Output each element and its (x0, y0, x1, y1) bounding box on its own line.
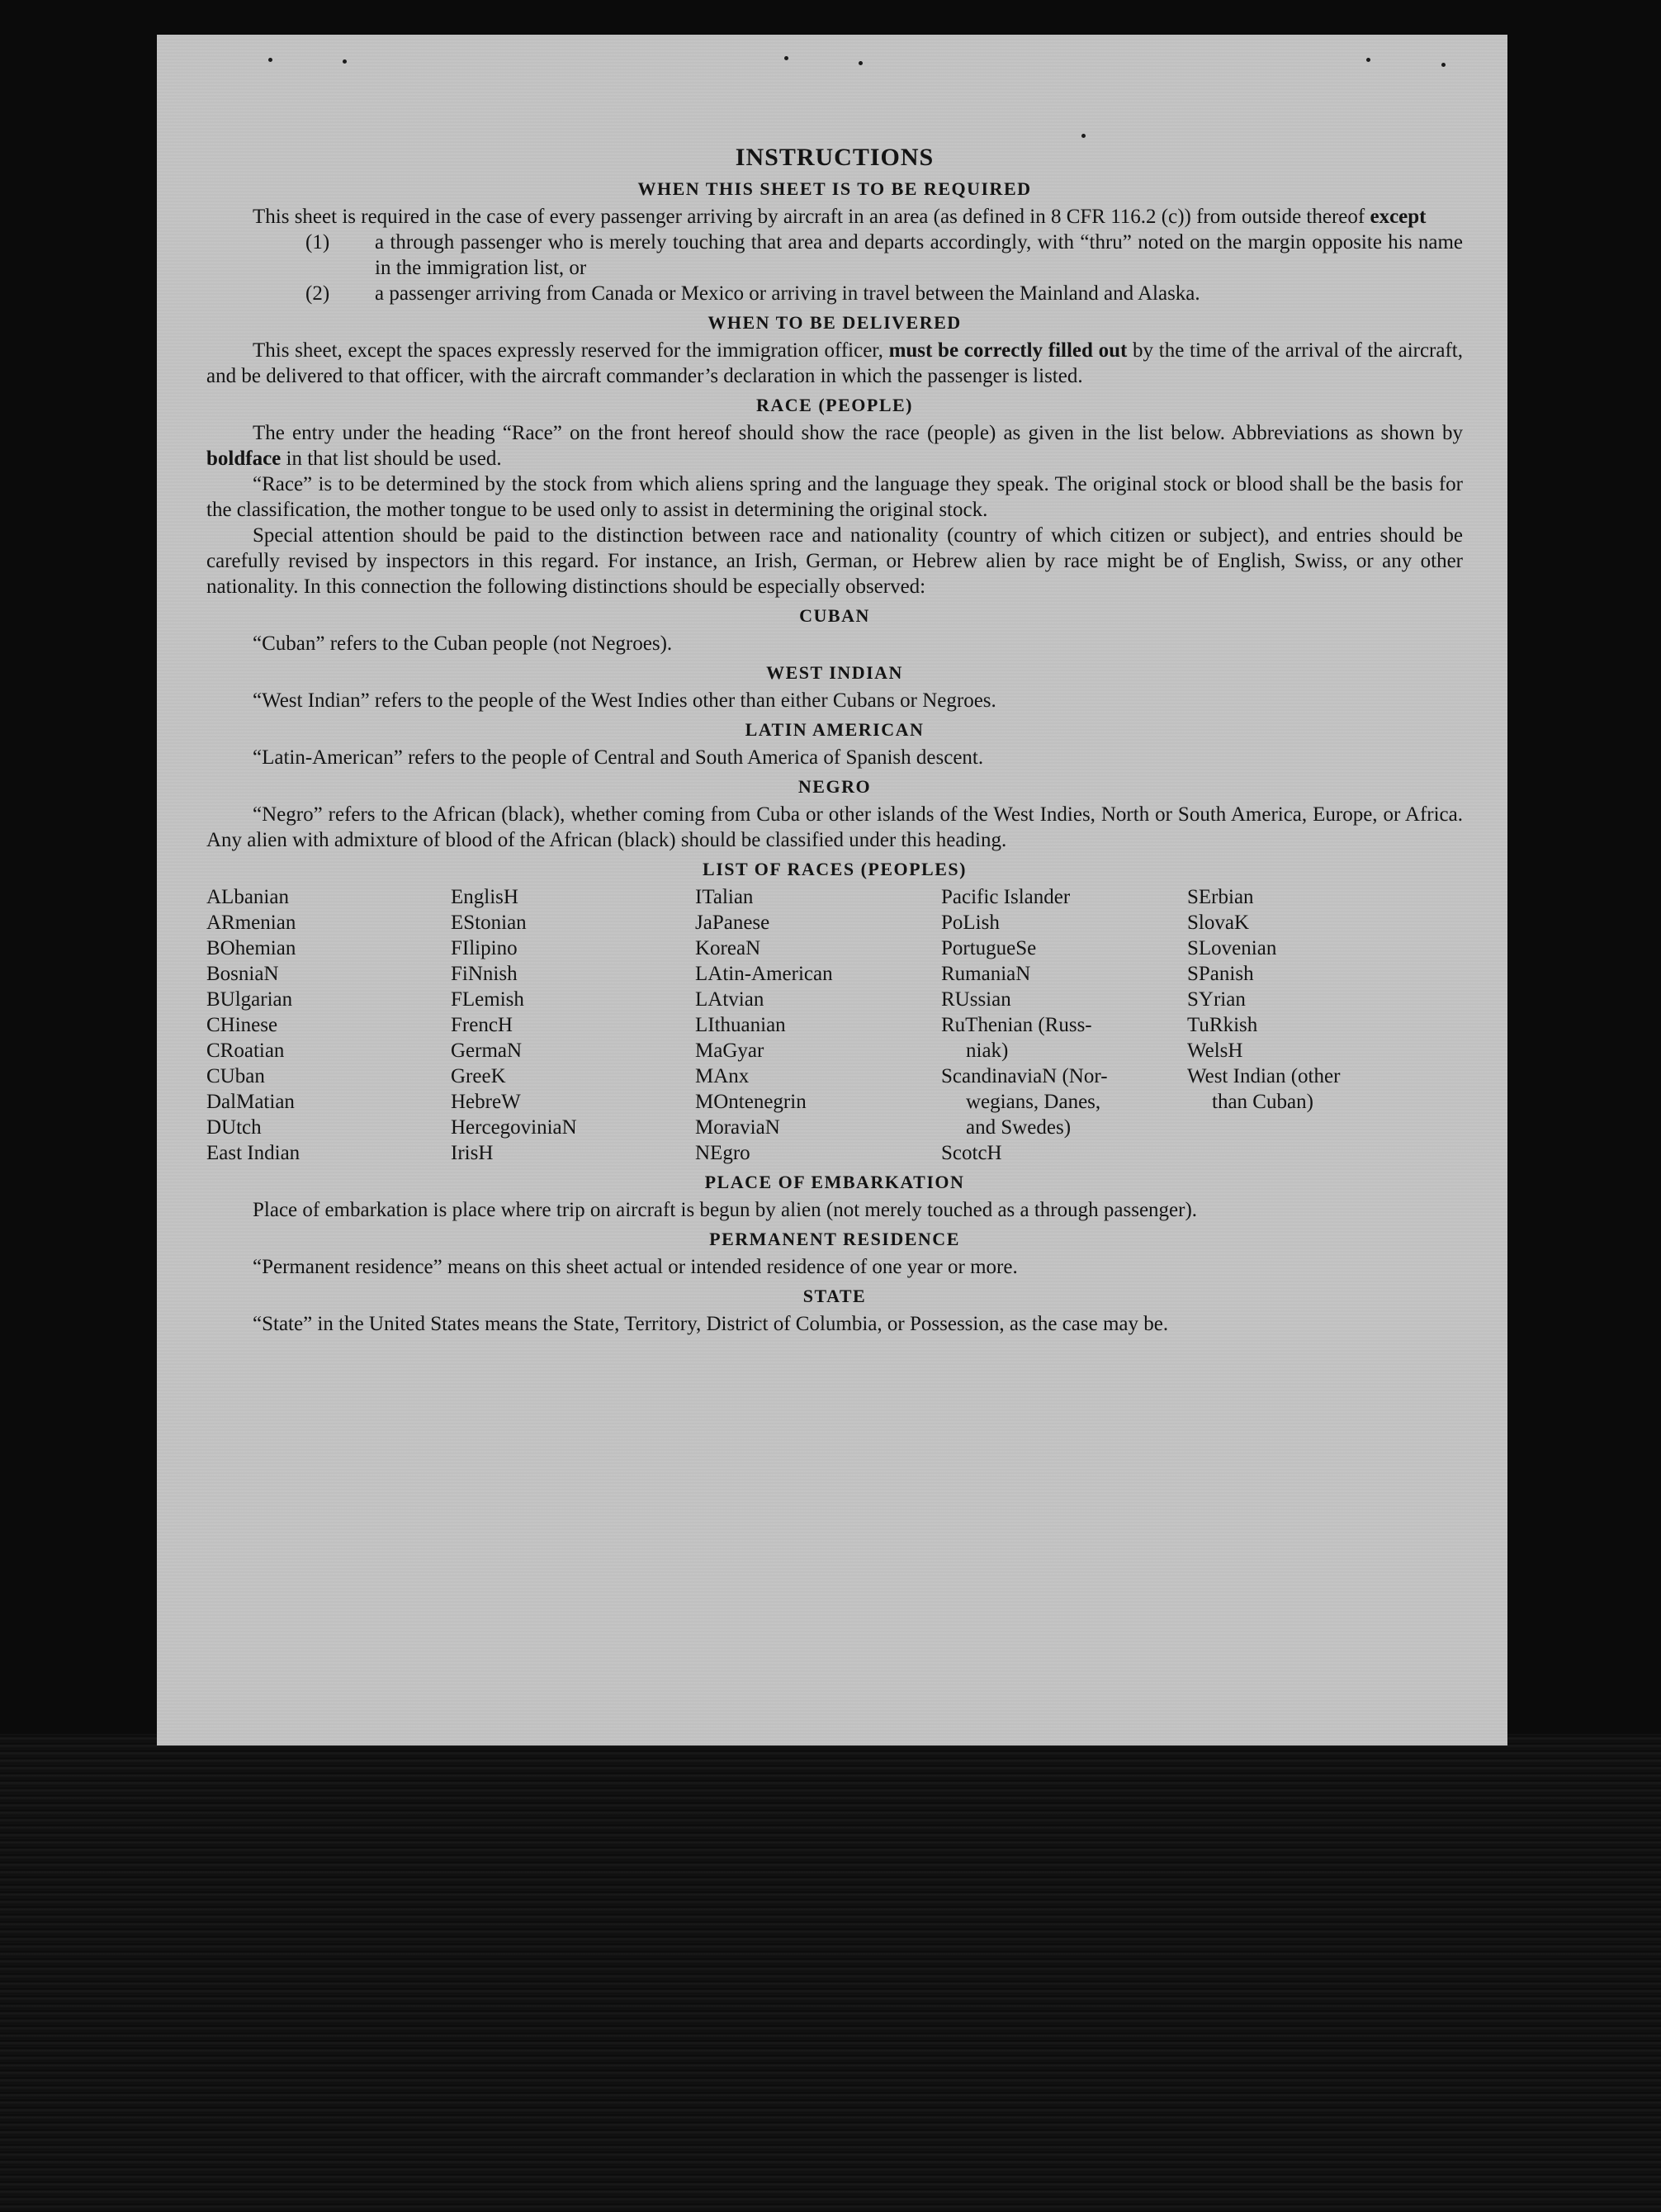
race-entry: JaPanese (695, 912, 770, 934)
races-column-3 (695, 884, 941, 1166)
race-entry: FiNnish (451, 963, 518, 985)
document-page (157, 35, 1507, 1745)
race-entry: ARmenian (206, 912, 296, 934)
paragraph-negro: “Negro” refers to the African (black), whether coming from Cuba or other islands of the West Indies, North or South America, Europe, or Africa. Any alien with admixture of blood of the African (black) should be classified under this heading. (206, 803, 1463, 851)
race-entry: FrencH (451, 1014, 513, 1036)
race-entry: KoreaN (695, 937, 761, 959)
page-title: INSTRUCTIONS (735, 144, 935, 171)
race-entry: FIlipino (451, 937, 518, 959)
race-entry: GreeK (451, 1065, 506, 1087)
race-entry: SlovaK (1187, 912, 1249, 934)
paragraph-text: This sheet is required in the case of every passenger arriving by aircraft in an area (as defined in 8 CFR 116.2 (c)) from outside thereof (253, 206, 1370, 228)
race-entry: FLemish (451, 988, 524, 1011)
paragraph-latin-american: “Latin-American” refers to the people of Central and South America of Spanish descent. (253, 746, 984, 769)
race-entry: EnglisH (451, 886, 518, 908)
speck (1366, 58, 1370, 62)
race-entry: ALbanian (206, 886, 289, 908)
race-entry: HercegoviniaN (451, 1116, 577, 1139)
race-entry: and Swedes) (966, 1116, 1072, 1139)
race-entry: ScandinaviaN (Nor- (941, 1065, 1108, 1087)
races-column-1 (206, 884, 451, 1166)
list-item (206, 281, 1463, 306)
section-heading-embarkation: PLACE OF EMBARKATION (704, 1172, 965, 1192)
paragraph-embarkation: Place of embarkation is place where trip on aircraft is begun by alien (not merely touched as a through passenger). (253, 1199, 1198, 1221)
race-entry: MoraviaN (695, 1116, 780, 1139)
item-number: (2) (305, 282, 330, 305)
paragraph-residence: “Permanent residence” means on this sheet actual or intended residence of one year or more. (253, 1256, 1018, 1278)
race-entry: WelsH (1187, 1040, 1243, 1062)
race-entry: TuRkish (1187, 1014, 1258, 1036)
race-entry: BUlgarian (206, 988, 293, 1011)
race-entry: RuThenian (Russ- (941, 1014, 1092, 1036)
race-entry: BOhemian (206, 937, 296, 959)
race-entry: BosniaN (206, 963, 279, 985)
race-entry: East Indian (206, 1142, 300, 1164)
speck (1081, 134, 1086, 138)
race-entry: wegians, Danes, (966, 1091, 1101, 1113)
section-heading-delivered: WHEN TO BE DELIVERED (707, 312, 962, 333)
race-entry: LAtvian (695, 988, 764, 1011)
race-entry: MAnx (695, 1065, 750, 1087)
paragraph-cuban: “Cuban” refers to the Cuban people (not Negroes). (253, 632, 673, 655)
race-entry: West Indian (other (1187, 1065, 1341, 1087)
paragraph-delivered (206, 338, 1463, 389)
race-entry: SLovenian (1187, 937, 1277, 959)
speck (343, 59, 347, 64)
bold-except: except (1370, 206, 1427, 228)
race-entry: HebreW (451, 1091, 521, 1113)
section-heading-residence: PERMANENT RESIDENCE (709, 1229, 960, 1249)
paragraph-text: The entry under the heading “Race” on the front hereof should show the race (people) as given in the list below. Abbreviations as shown by (253, 422, 1463, 444)
race-entry: MOntenegrin (695, 1091, 807, 1113)
race-entry: RUssian (941, 988, 1011, 1011)
race-entry: CUban (206, 1065, 265, 1087)
race-entry: CRoatian (206, 1040, 285, 1062)
race-entry: LAtin-American (695, 963, 833, 985)
race-entry: RumaniaN (941, 963, 1031, 985)
races-column-4 (941, 884, 1187, 1166)
section-heading-required: WHEN THIS SHEET IS TO BE REQUIRED (637, 178, 1032, 199)
paragraph-race-1 (206, 420, 1463, 471)
section-heading-negro: NEGRO (797, 776, 872, 797)
race-entry: SErbian (1187, 886, 1254, 908)
races-list (206, 884, 1463, 1166)
film-background (0, 1734, 1661, 2212)
bold-phrase: must be correctly filled out (888, 339, 1128, 362)
race-entry: DUtch (206, 1116, 262, 1139)
race-entry: PoLish (941, 912, 1000, 934)
race-entry: GermaN (451, 1040, 523, 1062)
race-entry: SPanish (1187, 963, 1254, 985)
paragraph-west-indian: “West Indian” refers to the people of the West Indies other than either Cubans or Negroes. (253, 689, 996, 712)
speck (859, 61, 863, 65)
item-text: a through passenger who is merely touching that area and departs accordingly, with “thru” noted on the margin opposite his name in the immigration list, or (375, 231, 1463, 279)
race-entry: NEgro (695, 1142, 750, 1164)
speck (1441, 63, 1446, 67)
paragraph-required (206, 204, 1463, 230)
race-entry: DalMatian (206, 1091, 295, 1113)
bold-boldface: boldface (206, 448, 282, 470)
race-entry: than Cuban) (1212, 1091, 1313, 1113)
race-entry: PortugueSe (941, 937, 1037, 959)
paragraph-race-2: “Race” is to be determined by the stock from which aliens spring and the language they speak. The original stock or blood shall be the basis for the classification, the mother tongue to be used only to assist in determining the original stock. (206, 473, 1463, 521)
race-entry: MaGyar (695, 1040, 764, 1062)
paragraph-text: This sheet, except the spaces expressly reserved for the immigration officer, (253, 339, 889, 362)
race-entry: IrisH (451, 1142, 494, 1164)
race-entry: Pacific Islander (941, 886, 1071, 908)
paragraph-race-3: Special attention should be paid to the distinction between race and nationality (country of which citizen or subject), and entries should be carefully revised by inspectors in this regard. For instance, an Irish, German, or Hebrew alien by race might be of English, Swiss, or any other nationality. In this connection the following distinctions should be especially observed: (206, 524, 1463, 598)
speck (268, 58, 272, 62)
race-entry: CHinese (206, 1014, 278, 1036)
race-entry: ScotcH (941, 1142, 1002, 1164)
races-column-5 (1187, 884, 1340, 1166)
race-entry: ITalian (695, 886, 754, 908)
section-heading-cuban: CUBAN (799, 605, 870, 626)
races-column-2 (451, 884, 695, 1166)
section-heading-west-indian: WEST INDIAN (766, 662, 903, 683)
race-entry: SYrian (1187, 988, 1246, 1011)
race-entry: LIthuanian (695, 1014, 786, 1036)
paragraph-text: in that list should be used. (281, 448, 502, 470)
section-heading-latin-american: LATIN AMERICAN (745, 719, 925, 740)
speck (784, 56, 788, 60)
list-item (206, 230, 1463, 281)
section-heading-race: RACE (PEOPLE) (756, 395, 913, 415)
paragraph-state: “State” in the United States means the State, Territory, District of Columbia, or Possession, as the case may be. (253, 1313, 1169, 1335)
race-entry: niak) (966, 1040, 1009, 1062)
race-entry: EStonian (451, 912, 527, 934)
item-number: (1) (305, 231, 330, 253)
section-heading-races-list: LIST OF RACES (PEOPLES) (703, 859, 967, 879)
item-text: a passenger arriving from Canada or Mexico or arriving in travel between the Mainland and Alaska. (375, 282, 1200, 305)
section-heading-state: STATE (802, 1286, 867, 1306)
paragraph-text: by the time of the arrival of the aircraft, and be delivered to that officer, with the aircraft commander’s declaration in which the passenger is listed. (206, 339, 1464, 387)
